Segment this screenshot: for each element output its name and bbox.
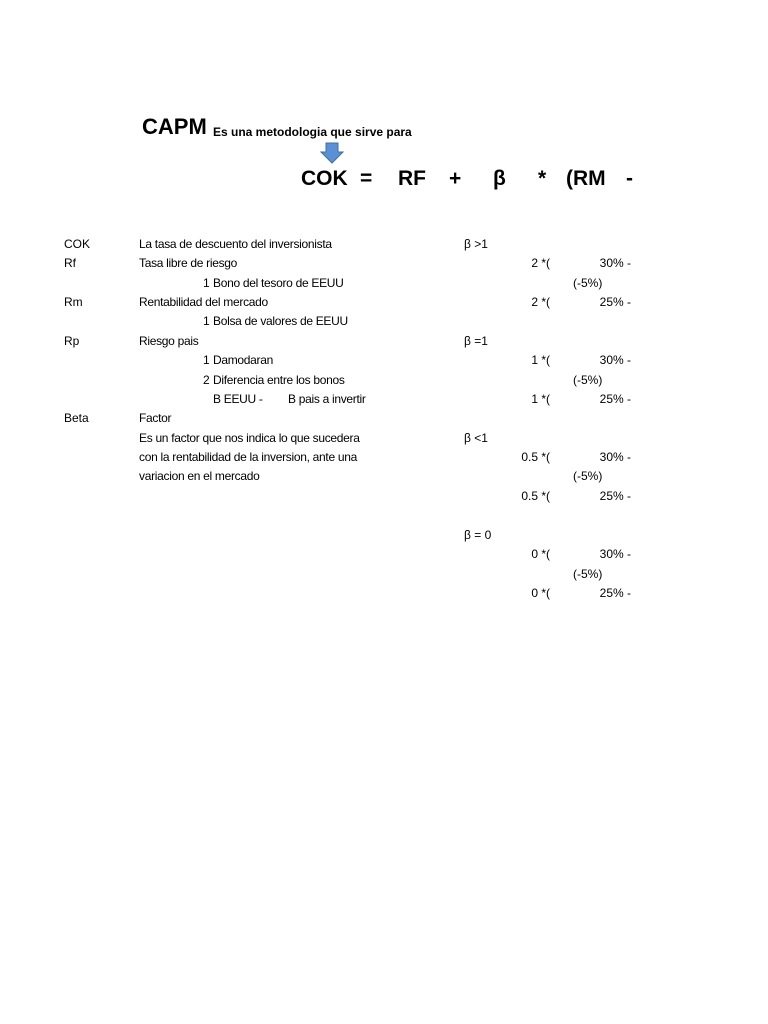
- example-2-value-rm: 30% -: [599, 353, 631, 367]
- def-rm-sub1-text: Bolsa de valores de EEUU: [213, 314, 348, 328]
- page-subtitle: Es una metodologia que sirve para: [213, 125, 412, 139]
- example-4-multiplier-rm2: 0 *(: [531, 586, 550, 600]
- def-text-cok: La tasa de descuento del inversionista: [139, 237, 332, 251]
- def-rp-sub3a: B EEUU -: [213, 392, 263, 406]
- def-beta-desc-1: Es un factor que nos indica lo que sucedera: [139, 431, 360, 445]
- def-rp-sub2-text: Diferencia entre los bonos: [213, 373, 345, 387]
- page-title: CAPM: [142, 114, 207, 139]
- formula-times: *: [538, 167, 547, 190]
- def-text-rm: Rentabilidad del mercado: [139, 295, 268, 309]
- example-3-value-rf: (-5%): [573, 469, 603, 483]
- example-3-label: β <1: [464, 431, 488, 445]
- example-2-multiplier-rm: 1 *(: [531, 353, 550, 367]
- def-key-cok: COK: [64, 237, 91, 251]
- example-2-multiplier-rm2: 1 *(: [531, 392, 550, 406]
- formula-cok: COK: [301, 167, 348, 190]
- def-rp-sub1-num: 1: [203, 353, 210, 367]
- example-4-multiplier-rm: 0 *(: [531, 547, 550, 561]
- example-1-multiplier-rm2: 2 *(: [531, 295, 550, 309]
- def-text-rp: Riesgo pais: [139, 334, 199, 348]
- formula-minus: -: [626, 167, 633, 190]
- example-4-value-rm2: 25% -: [599, 586, 631, 600]
- def-key-rp: Rp: [64, 334, 80, 348]
- example-4-value-rm: 30% -: [599, 547, 631, 561]
- example-3-multiplier-rm: 0.5 *(: [521, 450, 550, 464]
- formula-rm: (RM: [566, 167, 606, 190]
- example-1-value-rm2: 25% -: [599, 295, 631, 309]
- example-4-label: β = 0: [464, 528, 492, 542]
- def-beta-desc-2: con la rentabilidad de la inversion, ante una: [139, 450, 357, 464]
- formula-beta: β: [493, 167, 506, 190]
- example-1-value-rf: (-5%): [573, 276, 603, 290]
- formula-rf: RF: [398, 167, 426, 190]
- example-4-value-rf: (-5%): [573, 567, 603, 581]
- example-3-value-rm2: 25% -: [599, 489, 631, 503]
- example-2-value-rf: (-5%): [573, 373, 603, 387]
- example-1-label: β >1: [464, 237, 488, 251]
- example-3-multiplier-rm2: 0.5 *(: [521, 489, 550, 503]
- example-3-value-rm: 30% -: [599, 450, 631, 464]
- example-1-multiplier-rm: 2 *(: [531, 256, 550, 270]
- def-text-rf: Tasa libre de riesgo: [139, 256, 238, 270]
- formula-equals: =: [360, 167, 373, 190]
- example-1-value-rm: 30% -: [599, 256, 631, 270]
- formula-plus: +: [449, 167, 462, 190]
- arrow-down-icon: [320, 142, 344, 164]
- def-key-rm: Rm: [64, 295, 83, 309]
- def-key-beta: Beta: [64, 411, 89, 425]
- def-rf-sub1-num: 1: [203, 276, 210, 290]
- def-text-beta: Factor: [139, 411, 172, 425]
- def-key-rf: Rf: [64, 256, 76, 270]
- def-rp-sub1-text: Damodaran: [213, 353, 274, 367]
- example-2-value-rm2: 25% -: [599, 392, 631, 406]
- def-beta-desc-3: variacion en el mercado: [139, 469, 260, 483]
- def-rp-sub3b: B pais a invertir: [288, 392, 366, 406]
- def-rp-sub2-num: 2: [203, 373, 210, 387]
- def-rm-sub1-num: 1: [203, 314, 210, 328]
- def-rf-sub1-text: Bono del tesoro de EEUU: [213, 276, 344, 290]
- example-2-label: β =1: [464, 334, 488, 348]
